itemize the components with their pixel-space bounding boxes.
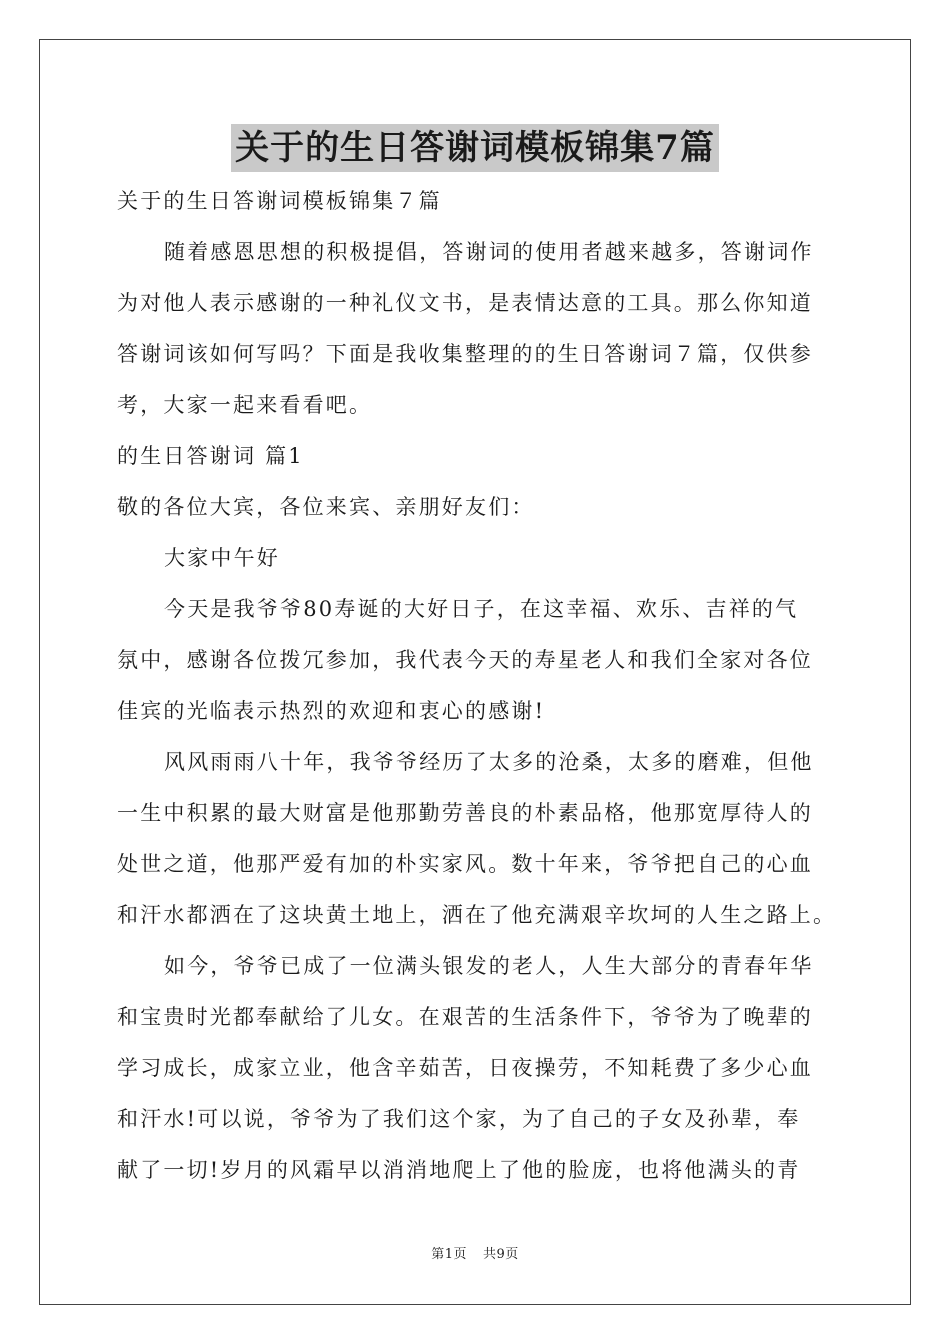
text-line: 的生日答谢词 篇1: [117, 444, 304, 468]
text-line: 答谢词该如何写吗？下面是我收集整理的的生日答谢词７篇，仅供参: [117, 342, 813, 366]
text-line: 关于的生日答谢词模板锦集７篇: [117, 189, 442, 213]
text-line: 和汗水都洒在了这块黄土地上，洒在了他充满艰辛坎坷的人生之路上。: [117, 903, 837, 927]
text-line: 处世之道，他那严爱有加的朴实家风。数十年来，爷爷把自己的心血: [117, 852, 813, 876]
text-line: 风风雨雨八十年，我爷爷经历了太多的沧桑，太多的磨难，但他: [164, 750, 814, 774]
text-line: 佳宾的光临表示热烈的欢迎和衷心的感谢!: [117, 699, 546, 723]
text-line: 和宝贵时光都奉献给了儿女。在艰苦的生活条件下，爷爷为了晚辈的: [117, 1005, 813, 1029]
text-line: 如今，爷爷已成了一位满头银发的老人，人生大部分的青春年华: [164, 954, 814, 978]
text-line: 随着感恩思想的积极提倡，答谢词的使用者越来越多，答谢词作: [164, 240, 814, 264]
page-number: 第1页: [431, 1247, 467, 1262]
page-footer: [0, 1243, 950, 1262]
page-total: 共9页: [483, 1247, 519, 1262]
text-line: 今天是我爷爷80寿诞的大好日子，在这幸福、欢乐、吉祥的气: [164, 597, 799, 621]
text-line: 一生中积累的最大财富是他那勤劳善良的朴素品格，他那宽厚待人的: [117, 801, 813, 825]
text-line: 献了一切!岁月的风霜早以消消地爬上了他的脸庞，也将他满头的青: [117, 1158, 801, 1182]
text-line: 为对他人表示感谢的一种礼仪文书，是表情达意的工具。那么你知道: [117, 291, 813, 315]
text-line: 学习成长，成家立业，他含辛茹苦，日夜操劳，不知耗费了多少心血: [117, 1056, 813, 1080]
document-body: [117, 176, 837, 1196]
title-container: [0, 124, 950, 172]
text-line: 考，大家一起来看看吧。: [117, 393, 373, 417]
text-line: 大家中午好: [164, 546, 280, 570]
text-line: 氛中，感谢各位拨冗参加，我代表今天的寿星老人和我们全家对各位: [117, 648, 813, 672]
text-line: 敬的各位大宾，各位来宾、亲朋好友们：: [117, 495, 535, 519]
text-line: 和汗水!可以说，爷爷为了我们这个家，为了自己的子女及孙辈，奉: [117, 1107, 801, 1131]
document-title: 关于的生日答谢词模板锦集7篇: [231, 124, 719, 172]
